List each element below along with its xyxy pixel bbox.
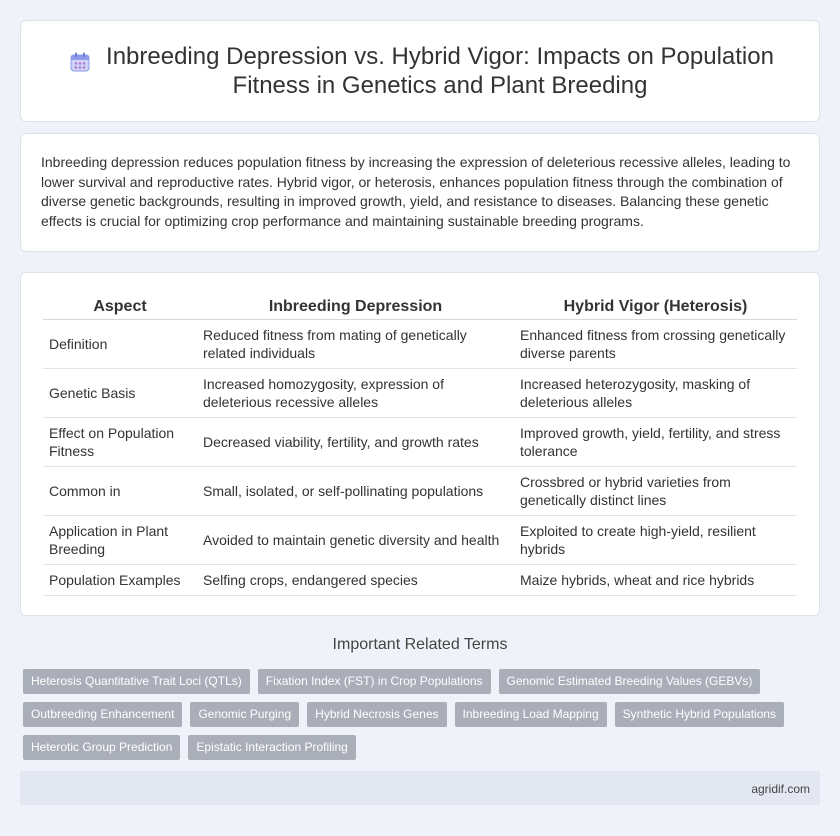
related-terms-heading: Important Related Terms: [332, 636, 508, 653]
row-aspect: Definition: [43, 320, 197, 369]
row-inbreeding: Selfing crops, endangered species: [197, 565, 514, 596]
page-title: Inbreeding Depression vs. Hybrid Vigor: Impacts on Population Fitness in Genetics and Plant Breeding: [106, 43, 774, 99]
row-hybrid: Increased heterozygosity, masking of deleterious alleles: [514, 369, 797, 418]
row-aspect: Common in: [43, 467, 197, 516]
row-inbreeding: Small, isolated, or self-pollinating populations: [197, 467, 514, 516]
row-aspect: Genetic Basis: [43, 369, 197, 418]
row-hybrid: Improved growth, yield, fertility, and stress tolerance: [514, 418, 797, 467]
calendar-icon: [69, 51, 91, 73]
row-inbreeding: Reduced fitness from mating of genetically related individuals: [197, 320, 514, 369]
table-row: [43, 565, 797, 596]
row-hybrid: Maize hybrids, wheat and rice hybrids: [514, 565, 797, 596]
intro-card: [20, 133, 820, 252]
table-row: [43, 467, 797, 516]
row-inbreeding: Decreased viability, fertility, and growth rates: [197, 418, 514, 467]
related-term-tag[interactable]: Heterosis Quantitative Trait Loci (QTLs): [23, 669, 250, 694]
header-aspect: Aspect: [43, 293, 197, 320]
related-term-tag[interactable]: Outbreeding Enhancement: [23, 702, 182, 727]
title-card: [20, 20, 820, 122]
comparison-card: [20, 272, 820, 616]
row-aspect: Effect on Population Fitness: [43, 418, 197, 467]
related-term-tag[interactable]: Heterotic Group Prediction: [23, 735, 180, 760]
header-hybrid: Hybrid Vigor (Heterosis): [514, 293, 797, 320]
row-inbreeding: Avoided to maintain genetic diversity and health: [197, 516, 514, 565]
table-row: [43, 418, 797, 467]
related-term-tag[interactable]: Fixation Index (FST) in Crop Populations: [258, 669, 491, 694]
row-aspect: Population Examples: [43, 565, 197, 596]
table-row: [43, 369, 797, 418]
footer-site[interactable]: agridif.com: [751, 782, 810, 796]
related-term-tag[interactable]: Synthetic Hybrid Populations: [615, 702, 784, 727]
related-term-tag[interactable]: Genomic Purging: [190, 702, 299, 727]
table-row: [43, 516, 797, 565]
intro-paragraph: Inbreeding depression reduces population fitness by increasing the expression of deleterious recessive alleles, leading to lower survival and reproductive rates. Hybrid vigor, or heterosis, enhances population fitness through the combination of diverse genetic backgrounds, resulting in improved growth, yield, and resistance to diseases. Balancing these genetic effects is crucial for optimizing crop performance and maintaining sustainable breeding programs.: [41, 154, 791, 229]
related-term-tag[interactable]: Genomic Estimated Breeding Values (GEBVs): [499, 669, 761, 694]
row-hybrid: Crossbred or hybrid varieties from genetically distinct lines: [514, 467, 797, 516]
footer: [20, 771, 820, 805]
header-inbreeding: Inbreeding Depression: [197, 293, 514, 320]
row-hybrid: Exploited to create high-yield, resilient hybrids: [514, 516, 797, 565]
table-row: [43, 320, 797, 369]
related-term-tag[interactable]: Epistatic Interaction Profiling: [188, 735, 355, 760]
comparison-table: [43, 293, 797, 596]
row-aspect: Application in Plant Breeding: [43, 516, 197, 565]
related-terms-list: [23, 669, 803, 760]
row-hybrid: Enhanced fitness from crossing genetically diverse parents: [514, 320, 797, 369]
related-term-tag[interactable]: Hybrid Necrosis Genes: [307, 702, 446, 727]
row-inbreeding: Increased homozygosity, expression of deleterious recessive alleles: [197, 369, 514, 418]
related-term-tag[interactable]: Inbreeding Load Mapping: [455, 702, 607, 727]
table-header-row: [43, 293, 797, 320]
